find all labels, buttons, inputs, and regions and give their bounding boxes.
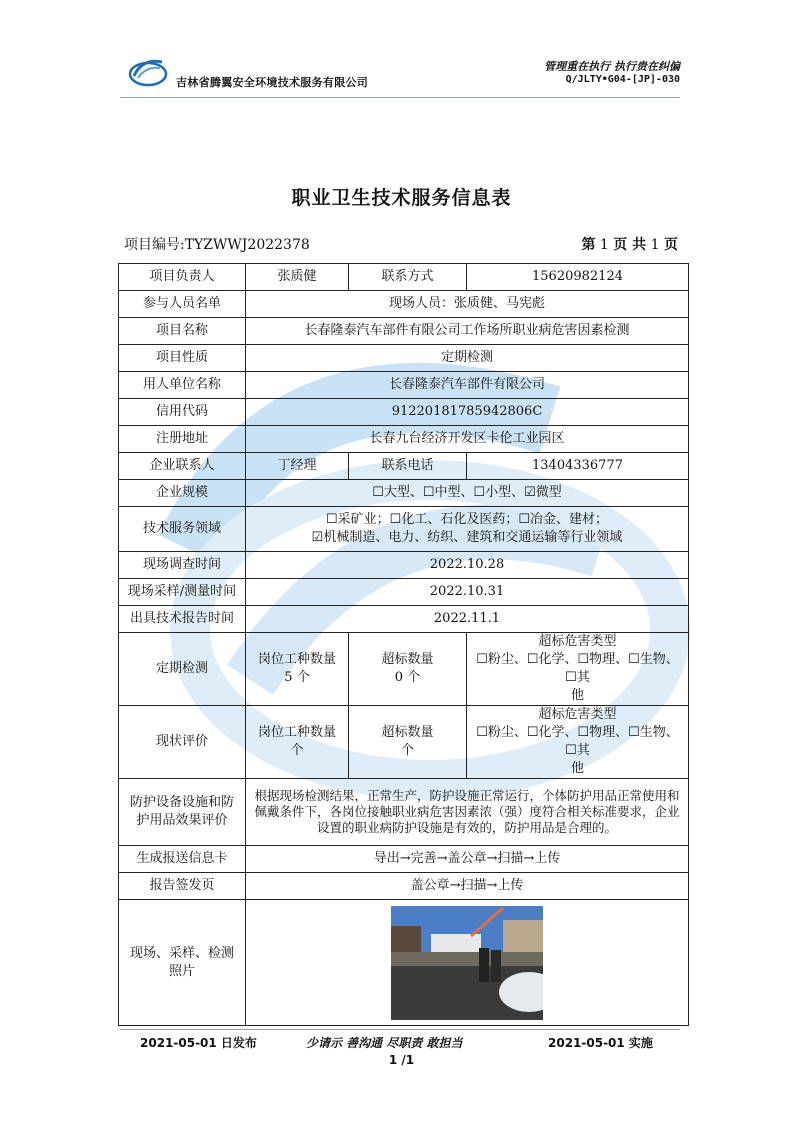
table-row [119, 318, 689, 345]
company-scale: ☐大型、☐中型、☐小型、☑微型 [246, 480, 689, 507]
table-row [119, 579, 689, 606]
company-name: 吉林省腾翼安全环境技术服务有限公司 [176, 76, 369, 89]
table-row [119, 900, 689, 1026]
table-row [119, 372, 689, 399]
table-row [119, 480, 689, 507]
project-number: 项目编号:TYZWWJ2022378 [124, 237, 310, 253]
row-label: 防护设备设施和防 护用品效果评价 [119, 779, 246, 846]
site-photo [391, 906, 543, 1020]
site-photo-cell [246, 900, 689, 1026]
service-domain: ☐采矿业；☐化工、石化及医药；☐冶金、建材； ☑机械制造、电力、纺织、建筑和交通运输等行业领域 [246, 507, 689, 552]
row-label: 项目负责人 [119, 264, 246, 291]
company-logo-icon [128, 54, 168, 88]
row-label: 现场采样/测量时间 [119, 579, 246, 606]
table-row [119, 606, 689, 633]
signoff-steps: 盖公章→扫描→上传 [246, 873, 689, 900]
table-row [119, 779, 689, 846]
table-row [119, 633, 689, 706]
row-label: 技术服务领域 [119, 507, 246, 552]
document-code: Q/JLTY•G04-[JP]-030 [565, 74, 680, 85]
row-label: 项目名称 [119, 318, 246, 345]
table-row [119, 873, 689, 900]
page-indicator: 第 1 页 共 1 页 [581, 237, 678, 253]
row-label: 报告签发页 [119, 873, 246, 900]
table-row [119, 453, 689, 480]
row-label: 现场、采样、检测 照片 [119, 900, 246, 1026]
row-label: 注册地址 [119, 426, 246, 453]
table-row [119, 264, 689, 291]
project-leader: 张质健 [246, 264, 349, 291]
table-row [119, 345, 689, 372]
company-contact: 丁经理 [246, 453, 349, 480]
company-phone: 13404336777 [467, 453, 689, 480]
table-row [119, 507, 689, 552]
exceed-count: 超标数量 个 [349, 706, 467, 779]
project-nature: 定期检测 [246, 345, 689, 372]
table-row [119, 846, 689, 873]
publish-date: 2021-05-01 日发布 [140, 1036, 257, 1050]
service-info-table [118, 263, 689, 1026]
implement-date: 2021-05-01 实施 [548, 1036, 653, 1050]
table-row [119, 399, 689, 426]
header-motto: 管理重在执行 执行贵在纠偏 [544, 60, 680, 73]
survey-date: 2022.10.28 [246, 552, 689, 579]
sampling-date: 2022.10.31 [246, 579, 689, 606]
row-label: 联系电话 [349, 453, 467, 480]
credit-code: 91220181785942806C [246, 399, 689, 426]
info-card-steps: 导出→完善→盖公章→扫描→上传 [246, 846, 689, 873]
posts-count: 岗位工种数量 5 个 [246, 633, 349, 706]
row-label: 定期检测 [119, 633, 246, 706]
protection-evaluation: 根据现场检测结果，正常生产，防护设施正常运行，个体防护用品正常使用和佩戴条件下，各岗位接触职业病危害因素浓（强）度符合相关标准要求，企业设置的职业病防护设施是有效的，防护用品是合理的。 [246, 779, 689, 846]
row-label: 生成报送信息卡 [119, 846, 246, 873]
footer-divider [120, 1029, 680, 1030]
page-title: 职业卫生技术服务信息表 [291, 187, 512, 209]
table-row [119, 552, 689, 579]
table-row [119, 291, 689, 318]
row-label: 现状评价 [119, 706, 246, 779]
row-label: 参与人员名单 [119, 291, 246, 318]
row-label: 项目性质 [119, 345, 246, 372]
posts-count: 岗位工种数量 个 [246, 706, 349, 779]
participants: 现场人员：张质健、马宪彪 [246, 291, 689, 318]
row-label: 信用代码 [119, 399, 246, 426]
exceed-count: 超标数量 0 个 [349, 633, 467, 706]
row-label: 现场调查时间 [119, 552, 246, 579]
row-label: 用人单位名称 [119, 372, 246, 399]
row-label: 联系方式 [349, 264, 467, 291]
employer-name: 长春隆泰汽车部件有限公司 [246, 372, 689, 399]
footer-slogan: 少请示 善沟通 尽职责 敢担当 [306, 1036, 463, 1050]
table-row [119, 706, 689, 779]
report-date: 2022.11.1 [246, 606, 689, 633]
hazard-types: 超标危害类型 ☐粉尘、☐化学、☐物理、☐生物、☐其 他 [467, 706, 689, 779]
table-row [119, 426, 689, 453]
registered-address: 长春九台经济开发区卡伦工业园区 [246, 426, 689, 453]
footer-page-number: 1 /1 [388, 1053, 415, 1067]
hazard-types: 超标危害类型 ☐粉尘、☐化学、☐物理、☐生物、☐其 他 [467, 633, 689, 706]
document-header [120, 48, 680, 98]
row-label: 企业规模 [119, 480, 246, 507]
header-divider [120, 97, 680, 98]
contact-phone: 15620982124 [467, 264, 689, 291]
row-label: 企业联系人 [119, 453, 246, 480]
project-name: 长春隆泰汽车部件有限公司工作场所职业病危害因素检测 [246, 318, 689, 345]
row-label: 出具技术报告时间 [119, 606, 246, 633]
